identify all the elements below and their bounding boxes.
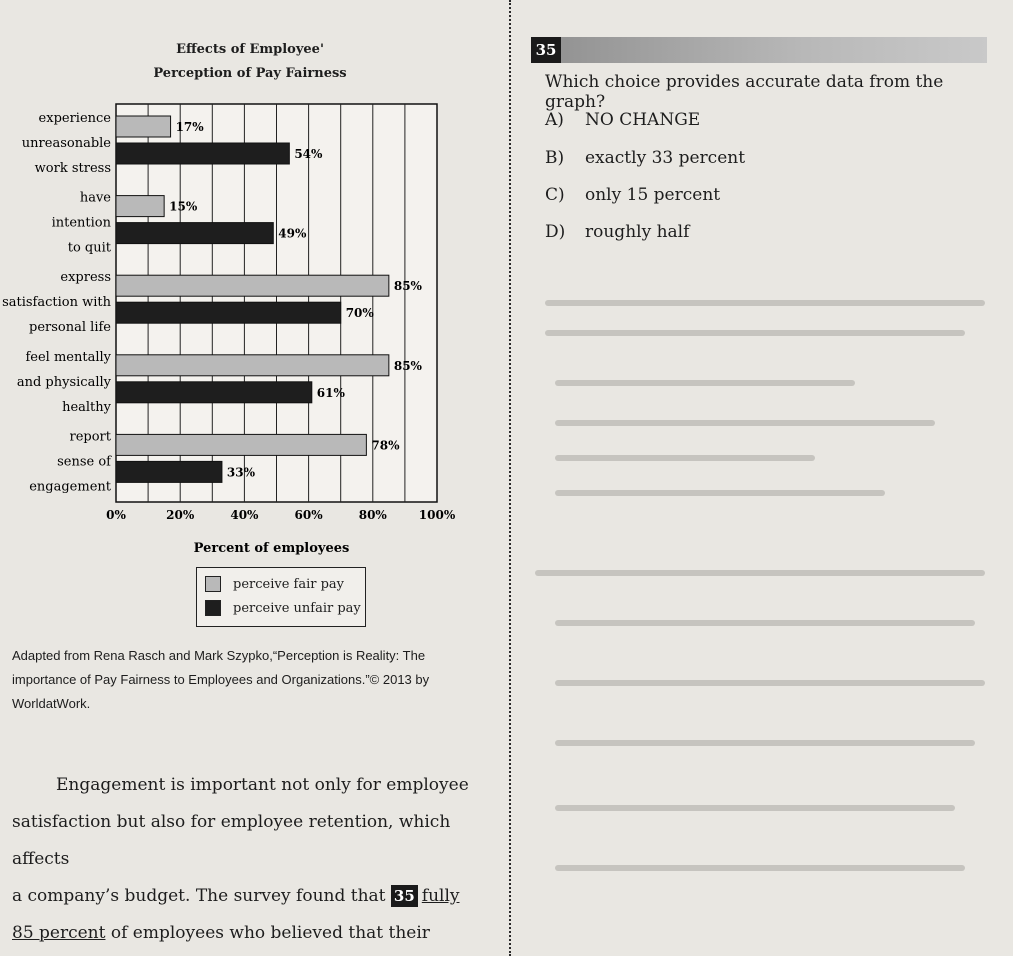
passage-line-3 bbox=[12, 878, 492, 915]
source-caption bbox=[12, 644, 487, 716]
passage-text bbox=[12, 767, 492, 952]
category-label: to quit bbox=[67, 240, 111, 256]
data-label: 78% bbox=[371, 438, 400, 453]
bar-chart bbox=[0, 0, 505, 640]
legend-item-fair bbox=[205, 576, 344, 592]
underlined-text-2[interactable]: 85 percent bbox=[12, 923, 106, 943]
question-stem: Which choice provides accurate data from the graph? bbox=[545, 72, 944, 112]
column-divider bbox=[509, 0, 511, 956]
legend-label-unfair: perceive unfair pay bbox=[233, 600, 361, 616]
data-label: 54% bbox=[294, 147, 323, 161]
category-label: engagement bbox=[29, 479, 111, 495]
category-label: satisfaction with bbox=[2, 295, 111, 311]
bar-fair-pay bbox=[116, 355, 389, 376]
bar-fair-pay bbox=[116, 196, 164, 217]
x-tick-label: 0% bbox=[106, 508, 126, 522]
bar-unfair-pay bbox=[116, 382, 312, 403]
category-label: personal life bbox=[29, 320, 111, 336]
category-label: work stress bbox=[34, 161, 111, 176]
category-label: feel mentally bbox=[25, 349, 111, 365]
x-axis-label: Percent of employees bbox=[193, 541, 350, 556]
data-label: 70% bbox=[345, 306, 374, 321]
bar-unfair-pay bbox=[116, 302, 341, 323]
data-label: 49% bbox=[278, 226, 307, 241]
legend-item-unfair bbox=[205, 600, 361, 616]
choice-c[interactable] bbox=[545, 185, 720, 205]
data-label: 15% bbox=[169, 199, 198, 214]
x-tick-label: 20% bbox=[166, 508, 195, 522]
choice-b[interactable] bbox=[545, 148, 745, 168]
data-label: 17% bbox=[175, 120, 204, 134]
bar-unfair-pay bbox=[116, 461, 222, 482]
category-label: have bbox=[79, 190, 111, 206]
question-column bbox=[515, 0, 1013, 956]
category-label: unreasonable bbox=[21, 136, 111, 151]
category-label: healthy bbox=[62, 399, 111, 415]
data-label: 61% bbox=[316, 385, 345, 400]
bar-fair-pay bbox=[116, 434, 366, 455]
chart-legend bbox=[196, 567, 366, 627]
bar-unfair-pay bbox=[116, 223, 273, 244]
choice-d-text: roughly half bbox=[585, 222, 690, 242]
passage-line-1 bbox=[12, 767, 492, 804]
underlined-text-1[interactable]: fully bbox=[421, 886, 460, 906]
bar-unfair-pay bbox=[116, 143, 289, 164]
category-label: report bbox=[69, 429, 111, 445]
caption-line-3: WorldatWork. bbox=[12, 696, 91, 711]
legend-swatch-unfair bbox=[205, 600, 221, 616]
choice-b-text: exactly 33 percent bbox=[585, 148, 746, 168]
choice-d-letter: D) bbox=[545, 222, 566, 242]
passage-line-4 bbox=[12, 915, 492, 952]
choice-a-letter: A) bbox=[545, 110, 564, 130]
choice-a[interactable] bbox=[545, 110, 700, 130]
category-label: express bbox=[60, 270, 111, 286]
bar-fair-pay bbox=[116, 275, 389, 296]
category-label: experience bbox=[38, 111, 111, 126]
data-label: 85% bbox=[393, 279, 422, 294]
passage-column bbox=[0, 0, 505, 956]
legend-label-fair: perceive fair pay bbox=[233, 576, 345, 592]
data-label: 33% bbox=[226, 465, 256, 480]
x-tick-label: 40% bbox=[230, 508, 259, 522]
choice-c-letter: C) bbox=[545, 185, 565, 205]
choice-b-letter: B) bbox=[545, 148, 565, 168]
category-label: intention bbox=[51, 215, 111, 231]
x-tick-label: 100% bbox=[418, 508, 456, 522]
x-tick-label: 80% bbox=[358, 508, 387, 522]
category-label: sense of bbox=[57, 454, 111, 470]
choice-a-text: NO CHANGE bbox=[585, 110, 701, 130]
choice-c-text: only 15 percent bbox=[585, 185, 721, 205]
chart-title-line-2: Perception of Pay Fairness bbox=[153, 66, 347, 81]
category-label: and physically bbox=[16, 374, 111, 390]
bar-fair-pay bbox=[116, 116, 171, 137]
passage-line-3-text: a company’s budget. The survey found that bbox=[12, 886, 391, 906]
caption-line-1: Adapted from Rena Rasch and Mark Szypko,“Perception is Reality: The bbox=[12, 648, 426, 663]
chart-title-line-1: Effects of Employee' bbox=[176, 42, 324, 57]
question-marker-badge[interactable]: 35 bbox=[391, 885, 418, 907]
passage-line-1-text: Engagement is important not only for employee bbox=[56, 775, 469, 795]
question-number: 35 bbox=[531, 37, 561, 63]
x-tick-label: 60% bbox=[294, 508, 323, 522]
choice-d[interactable] bbox=[545, 222, 689, 242]
data-label: 85% bbox=[393, 358, 422, 373]
caption-line-2: importance of Pay Fairness to Employees and Organizations.”© 2013 by bbox=[12, 672, 430, 687]
passage-line-2: satisfaction but also for employee retention, which affects bbox=[12, 812, 451, 869]
passage-line-4-text: of employees who believed that their bbox=[105, 923, 430, 943]
question-header-bar bbox=[531, 37, 987, 63]
legend-swatch-fair bbox=[205, 576, 221, 592]
